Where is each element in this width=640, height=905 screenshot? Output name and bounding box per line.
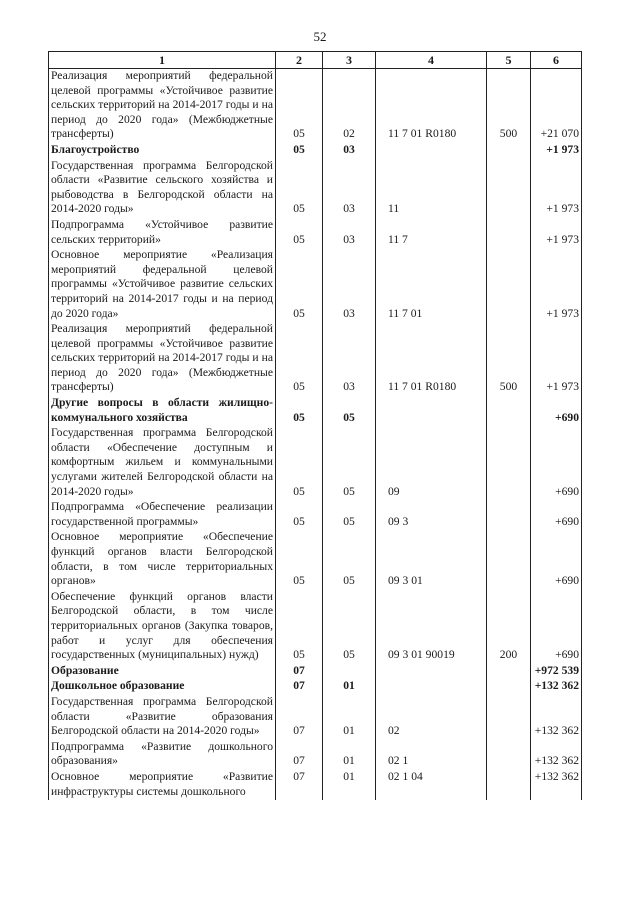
row-subsection: 03 <box>323 143 376 159</box>
row-section: 05 <box>276 218 323 248</box>
row-name: Другие вопросы в области жилищно-коммунального хозяйства <box>49 396 276 426</box>
row-expense-type <box>487 248 531 322</box>
row-subsection: 03 <box>323 218 376 248</box>
row-subsection: 05 <box>323 530 376 589</box>
row-subsection: 05 <box>323 426 376 500</box>
row-name: Подпрограмма «Развитие дошкольного образования» <box>49 740 276 770</box>
column-header-amount: 6 <box>531 52 582 69</box>
row-subsection: 05 <box>323 590 376 664</box>
row-name: Основное мероприятие «Реализация мероприятий федеральной целевой программы «Устойчивое развитие сельских территорий на 2014-2017 годы и на период до 2020 года» <box>49 248 276 322</box>
row-expense-type <box>487 159 531 218</box>
row-name: Реализация мероприятий федеральной целевой программы «Устойчивое развитие сельских территорий на 2014-2017 годы и на период до 2020 года» (Межбюджетные трансферты) <box>49 322 276 396</box>
row-expense-type <box>487 396 531 426</box>
row-subsection: 05 <box>323 500 376 530</box>
row-amount: +132 362 <box>531 740 582 770</box>
row-target-code: 02 <box>376 695 487 740</box>
row-target-code: 11 7 01 <box>376 248 487 322</box>
row-section: 05 <box>276 159 323 218</box>
row-amount: +1 973 <box>531 159 582 218</box>
row-target-code: 11 7 <box>376 218 487 248</box>
row-name: Благоустройство <box>49 143 276 159</box>
table-row <box>49 218 582 248</box>
row-expense-type: 500 <box>487 322 531 396</box>
row-subsection: 01 <box>323 679 376 695</box>
row-expense-type <box>487 530 531 589</box>
row-amount: +972 539 <box>531 664 582 680</box>
row-amount: +132 362 <box>531 770 582 800</box>
column-header-section: 2 <box>276 52 323 69</box>
row-amount: +1 973 <box>531 143 582 159</box>
column-header-row <box>49 52 582 69</box>
page-number: 52 <box>313 29 327 44</box>
row-section: 07 <box>276 679 323 695</box>
row-expense-type <box>487 664 531 680</box>
table-row <box>49 396 582 426</box>
row-amount: +132 362 <box>531 695 582 740</box>
row-section: 05 <box>276 322 323 396</box>
row-amount: +690 <box>531 590 582 664</box>
table-row <box>49 770 582 800</box>
row-subsection: 05 <box>323 396 376 426</box>
table-row <box>49 426 582 500</box>
table-row <box>49 500 582 530</box>
table-row <box>49 695 582 740</box>
row-subsection: 01 <box>323 770 376 800</box>
row-subsection: 01 <box>323 740 376 770</box>
row-target-code: 02 1 <box>376 740 487 770</box>
row-subsection: 03 <box>323 248 376 322</box>
budget-table <box>48 51 582 800</box>
row-target-code <box>376 664 487 680</box>
row-name: Государственная программа Белгородской области «Развитие сельского хозяйства и рыбоводства в Белгородской области на 2014-2020 годы» <box>49 159 276 218</box>
row-name: Государственная программа Белгородской области «Развитие образования Белгородской области на 2014-2020 годы» <box>49 695 276 740</box>
row-section: 07 <box>276 695 323 740</box>
row-target-code: 09 3 01 <box>376 530 487 589</box>
row-expense-type <box>487 695 531 740</box>
row-target-code: 09 3 <box>376 500 487 530</box>
row-target-code <box>376 396 487 426</box>
row-expense-type <box>487 740 531 770</box>
row-section: 07 <box>276 664 323 680</box>
column-header-subsection: 3 <box>323 52 376 69</box>
row-amount: +690 <box>531 426 582 500</box>
row-target-code: 11 <box>376 159 487 218</box>
row-subsection: 03 <box>323 322 376 396</box>
row-expense-type: 500 <box>487 69 531 143</box>
column-header-name: 1 <box>49 52 276 69</box>
row-expense-type <box>487 218 531 248</box>
table-row <box>49 69 582 143</box>
row-amount: +1 973 <box>531 218 582 248</box>
row-section: 07 <box>276 770 323 800</box>
row-amount: +690 <box>531 530 582 589</box>
row-name: Дошкольное образование <box>49 679 276 695</box>
row-section: 05 <box>276 248 323 322</box>
row-amount: +21 070 <box>531 69 582 143</box>
row-target-code: 02 1 04 <box>376 770 487 800</box>
row-target-code <box>376 143 487 159</box>
row-name: Образование <box>49 664 276 680</box>
row-target-code: 11 7 01 R0180 <box>376 322 487 396</box>
table-row <box>49 664 582 680</box>
row-amount: +690 <box>531 500 582 530</box>
row-subsection <box>323 664 376 680</box>
column-header-target: 4 <box>376 52 487 69</box>
row-subsection: 02 <box>323 69 376 143</box>
row-name: Подпрограмма «Обеспечение реализации государственной программы» <box>49 500 276 530</box>
row-target-code: 09 3 01 90019 <box>376 590 487 664</box>
row-name: Обеспечение функций органов власти Белгородской области, в том числе территориальных органов (Закупка товаров, работ и услуг для обеспечения государственных (муниципальных) нужд) <box>49 590 276 664</box>
row-section: 05 <box>276 396 323 426</box>
row-amount: +132 362 <box>531 679 582 695</box>
row-section: 07 <box>276 740 323 770</box>
row-amount: +690 <box>531 396 582 426</box>
table-row <box>49 530 582 589</box>
row-section: 05 <box>276 143 323 159</box>
row-expense-type <box>487 143 531 159</box>
row-section: 05 <box>276 530 323 589</box>
table-row <box>49 740 582 770</box>
row-subsection: 01 <box>323 695 376 740</box>
row-name: Основное мероприятие «Обеспечение функций органов власти Белгородской области, в том числе территориальных органов» <box>49 530 276 589</box>
row-expense-type <box>487 679 531 695</box>
row-expense-type <box>487 500 531 530</box>
table-row <box>49 248 582 322</box>
row-amount: +1 973 <box>531 248 582 322</box>
row-expense-type: 200 <box>487 590 531 664</box>
table-row <box>49 159 582 218</box>
row-name: Подпрограмма «Устойчивое развитие сельских территорий» <box>49 218 276 248</box>
row-subsection: 03 <box>323 159 376 218</box>
column-header-expense-type: 5 <box>487 52 531 69</box>
row-amount: +1 973 <box>531 322 582 396</box>
row-target-code <box>376 679 487 695</box>
table-row <box>49 322 582 396</box>
row-name: Реализация мероприятий федеральной целевой программы «Устойчивое развитие сельских территорий на 2014-2017 годы и на период до 2020 года» (Межбюджетные трансферты) <box>49 69 276 143</box>
row-name: Основное мероприятие «Развитие инфраструктуры системы дошкольного <box>49 770 276 800</box>
row-name: Государственная программа Белгородской области «Обеспечение доступным и комфортным жильем и коммунальными услугами жителей Белгородской области на 2014-2020 годы» <box>49 426 276 500</box>
row-section: 05 <box>276 69 323 143</box>
table-row <box>49 143 582 159</box>
table-row <box>49 679 582 695</box>
row-section: 05 <box>276 426 323 500</box>
row-target-code: 11 7 01 R0180 <box>376 69 487 143</box>
row-target-code: 09 <box>376 426 487 500</box>
row-expense-type <box>487 770 531 800</box>
row-section: 05 <box>276 500 323 530</box>
table-row <box>49 590 582 664</box>
row-section: 05 <box>276 590 323 664</box>
row-expense-type <box>487 426 531 500</box>
